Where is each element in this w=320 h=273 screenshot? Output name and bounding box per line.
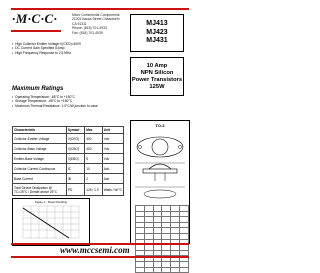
table-cell: IC <box>66 164 84 174</box>
table-header: Characteristic <box>13 127 67 134</box>
table-cell: Vdc <box>102 144 123 154</box>
dimension-table <box>135 205 189 273</box>
mcc-logo: ·M·C·C· <box>12 11 58 26</box>
table-cell: IB <box>66 174 84 184</box>
table-row <box>13 174 124 184</box>
company-street: 21201 Itasca Street Chatsworth <box>72 17 120 22</box>
company-city: CA 91311 <box>72 21 87 26</box>
table-cell: Total Device Dissipation @ TC=25°C / Derate above 25°C <box>13 184 67 196</box>
table-cell: Watts / W/°C <box>102 184 123 196</box>
table-header: Max <box>85 127 103 134</box>
table-cell: Collector-Emitter Voltage <box>13 134 67 144</box>
table-cell: Vdc <box>102 134 123 144</box>
features-list <box>12 42 124 55</box>
table-cell: Adc <box>102 174 123 184</box>
table-cell: V(CEO) <box>66 134 84 144</box>
table-cell: Base Current <box>13 174 67 184</box>
table-cell: 125 / 1.0 <box>85 184 103 196</box>
table-cell: 2 <box>85 174 103 184</box>
table-cell: 10 <box>85 164 103 174</box>
max-ratings-bullets <box>12 95 98 108</box>
table-cell: Adc <box>102 164 123 174</box>
description-box <box>130 57 184 96</box>
max-ratings-table <box>12 126 124 196</box>
table-header: Unit <box>102 127 123 134</box>
package-drawing <box>133 129 187 199</box>
table-row <box>13 134 124 144</box>
table-cell: Vdc <box>102 154 123 164</box>
table-cell: Collector-Base Voltage <box>13 144 67 154</box>
table-row <box>13 154 124 164</box>
feature-item: • High Frequency Response to 2.5 MHz <box>12 51 124 55</box>
part-number: MJ431 <box>146 37 168 45</box>
footer-url: www.mccsemi.com <box>60 245 130 255</box>
table-header-row <box>13 127 124 134</box>
part-number: MJ423 <box>146 28 168 36</box>
table-cell: PD <box>66 184 84 196</box>
table-cell: 400 <box>85 134 103 144</box>
table-cell: 400 <box>85 144 103 154</box>
current-rating: 10 Amp <box>146 62 168 69</box>
table-cell: Emitter-Base Voltage <box>13 154 67 164</box>
table-row <box>13 144 124 154</box>
company-fax: Fax: (818) 701-4939 <box>72 30 103 35</box>
company-address <box>72 13 122 35</box>
graph-title: Figure 1 - Power Derating <box>34 200 68 204</box>
device-type: NPN Silicon <box>140 69 174 76</box>
rating-bullet: • Operating Temperature: -65°C to +150°C <box>12 95 98 99</box>
device-family: Power Transistors <box>131 76 183 83</box>
table-header: Symbol <box>66 127 84 134</box>
part-number: MJ413 <box>146 20 168 28</box>
rating-bullet: • Storage Temperature: -65°C to +150°C <box>12 99 98 103</box>
table-cell: V(CBO) <box>66 144 84 154</box>
max-ratings-title: Maximum Ratings <box>12 86 64 92</box>
power-derating-graph <box>12 198 90 246</box>
table-cell: Collector Current-Continuous <box>13 164 67 174</box>
company-phone: Phone: (818) 701-4933 <box>72 26 107 31</box>
part-number-box <box>130 14 184 52</box>
logo-underline <box>11 30 61 32</box>
company-name: Micro Commercial Components <box>72 13 120 17</box>
package-title: TO-3 <box>155 123 165 128</box>
power-rating: 125W <box>149 83 165 90</box>
table-cell: 5 <box>85 154 103 164</box>
package-outline-box <box>130 120 190 244</box>
table-cell: V(EBO) <box>66 154 84 164</box>
graph-plot <box>17 204 85 242</box>
rating-bullet: • Maximum Thermal Resistance: 1.0°C/W junction to case <box>12 104 98 108</box>
top-rule <box>11 8 189 10</box>
derating-curve <box>23 208 69 238</box>
feature-item: • DC Current Gain Specified 8 Amp <box>12 46 124 50</box>
footer-rule <box>11 256 189 258</box>
table-row <box>13 184 124 196</box>
feature-item: • High Collector Emitter Voltage:V(CEO)=400V <box>12 42 124 46</box>
table-row <box>13 164 124 174</box>
